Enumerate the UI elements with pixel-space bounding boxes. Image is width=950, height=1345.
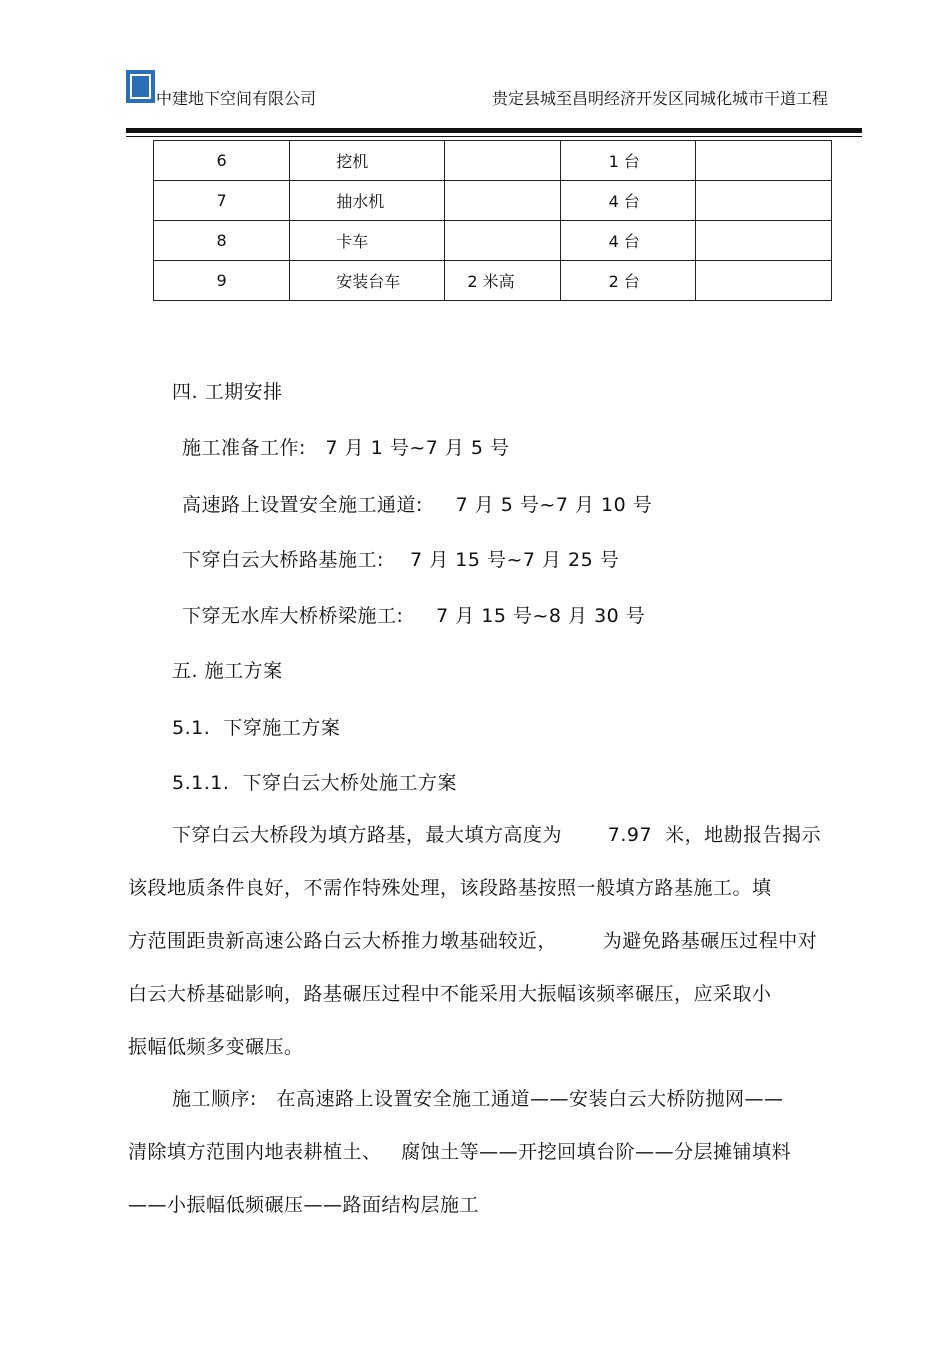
table-row	[154, 141, 832, 181]
paragraph-line: 白云大桥基础影响，路基碾压过程中不能采用大振幅该频率碾压，应采取小	[128, 983, 772, 1005]
table-cell: 挖机	[290, 141, 445, 181]
header-project: 贵定县城至昌明经济开发区同城化城市干道工程	[491, 89, 828, 108]
table-cell: 抽水机	[290, 181, 445, 221]
table-cell: 2 台	[560, 261, 695, 301]
header-company: 中建地下空间有限公司	[156, 89, 317, 108]
subsection-heading: 5.1. 下穿施工方案	[172, 717, 341, 739]
paragraph-line: 施工顺序: 在高速路上设置安全施工通道——安装白云大桥防抛网——	[172, 1088, 784, 1110]
company-logo	[126, 70, 155, 103]
table-cell	[695, 221, 831, 261]
schedule-line: 高速路上设置安全施工通道: 7 月 5 号~7 月 10 号	[182, 494, 653, 516]
table-cell: 8	[154, 221, 290, 261]
table-cell	[695, 141, 831, 181]
table-cell: 4 台	[560, 221, 695, 261]
equipment-table	[153, 140, 832, 301]
table-cell: 9	[154, 261, 290, 301]
table-cell: 卡车	[290, 221, 445, 261]
table-cell	[445, 141, 560, 181]
schedule-line: 施工准备工作: 7 月 1 号~7 月 5 号	[182, 437, 510, 459]
table-cell	[445, 221, 560, 261]
table-cell: 安装台车	[290, 261, 445, 301]
table-cell: 2 米高	[445, 261, 560, 301]
header-rule-thick	[126, 128, 862, 133]
table-cell	[695, 181, 831, 221]
section-heading: 五. 施工方案	[172, 660, 283, 682]
table-cell: 4 台	[560, 181, 695, 221]
subsection-heading: 5.1.1. 下穿白云大桥处施工方案	[172, 772, 457, 794]
paragraph-line: 清除填方范围内地表耕植土、 腐蚀土等——开挖回填台阶——分层摊铺填料	[128, 1141, 792, 1163]
paragraph-line: 方范围距贵新高速公路白云大桥推力墩基础较近， 为避免路基碾压过程中对	[128, 930, 818, 952]
table-cell: 6	[154, 141, 290, 181]
table-cell: 7	[154, 181, 290, 221]
table-cell	[445, 181, 560, 221]
table-row	[154, 181, 832, 221]
paragraph-line: 下穿白云大桥段为填方路基，最大填方高度为 7.97 米，地勘报告揭示	[172, 824, 822, 846]
paragraph-line: ——小振幅低频碾压——路面结构层施工	[128, 1194, 480, 1216]
header-rule-thin	[126, 136, 862, 137]
schedule-line: 下穿白云大桥路基施工: 7 月 15 号~7 月 25 号	[182, 549, 620, 571]
table-cell	[695, 261, 831, 301]
table-cell: 1 台	[560, 141, 695, 181]
paragraph-line: 振幅低频多变碾压。	[128, 1036, 304, 1058]
table-row	[154, 261, 832, 301]
section-heading: 四. 工期安排	[172, 381, 283, 403]
paragraph-line: 该段地质条件良好，不需作特殊处理，该段路基按照一般填方路基施工。填	[128, 877, 772, 899]
schedule-line: 下穿无水库大桥桥梁施工: 7 月 15 号~8 月 30 号	[182, 605, 646, 627]
table-row	[154, 221, 832, 261]
